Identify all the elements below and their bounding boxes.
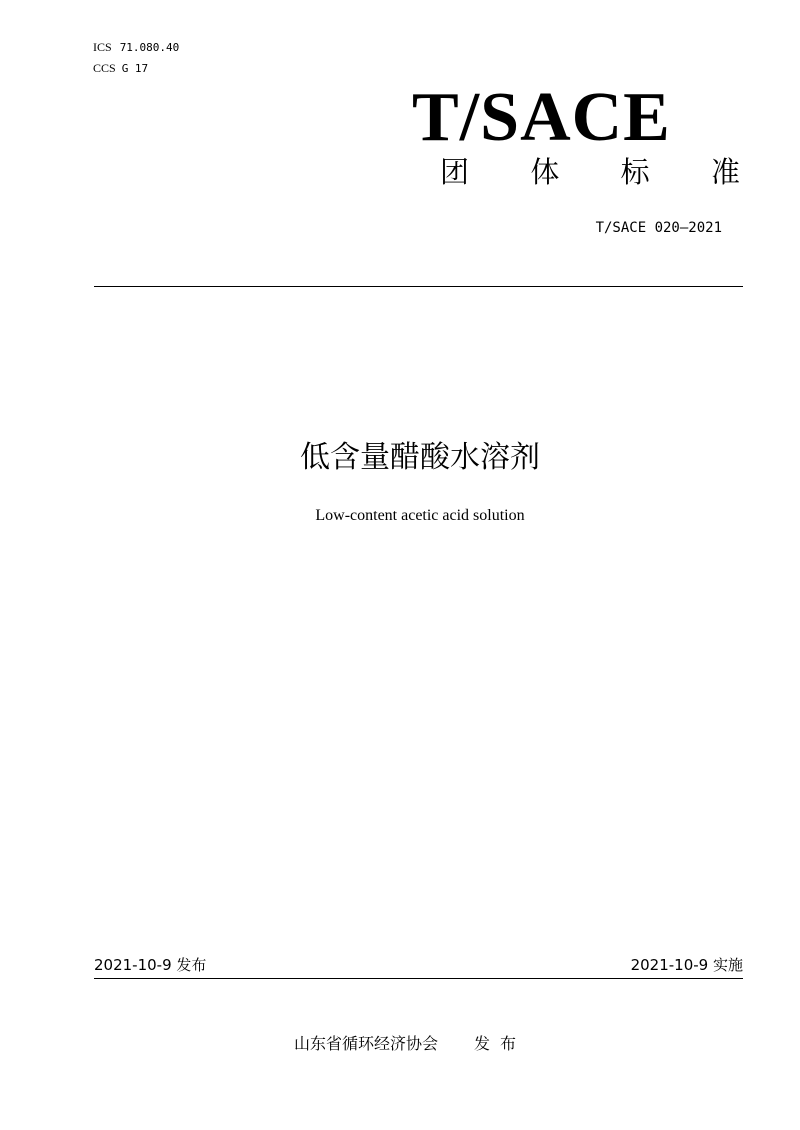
publisher-organization: 山东省循环经济协会 (293, 1034, 438, 1053)
ccs-code: G 17 (121, 62, 149, 75)
standard-type (440, 152, 740, 192)
bottom-divider (94, 978, 743, 979)
ics-label: ICS (93, 40, 112, 54)
title-chinese: 低含量醋酸水溶剂 (300, 440, 540, 475)
standard-type-char: 标 (620, 155, 650, 189)
implementation-date: 2021-10-9 实施 (630, 956, 743, 974)
ics-classification (93, 40, 179, 55)
publisher-line (0, 1033, 800, 1055)
standard-type-char: 体 (530, 155, 560, 189)
standard-number: T/SACE 020—2021 (595, 220, 722, 236)
publisher-action: 发布 (474, 1034, 527, 1053)
ics-code: 71.080.40 (119, 41, 180, 54)
brand-logo-text: T/SACE (412, 79, 671, 156)
title-english: Low-content acetic acid solution (315, 507, 525, 524)
publish-date: 2021-10-9 发布 (94, 956, 207, 974)
standard-type-char: 团 (440, 155, 470, 189)
ccs-label: CCS (93, 61, 116, 75)
ccs-classification (93, 61, 148, 76)
top-divider (94, 286, 743, 287)
standard-type-char: 准 (710, 155, 740, 189)
